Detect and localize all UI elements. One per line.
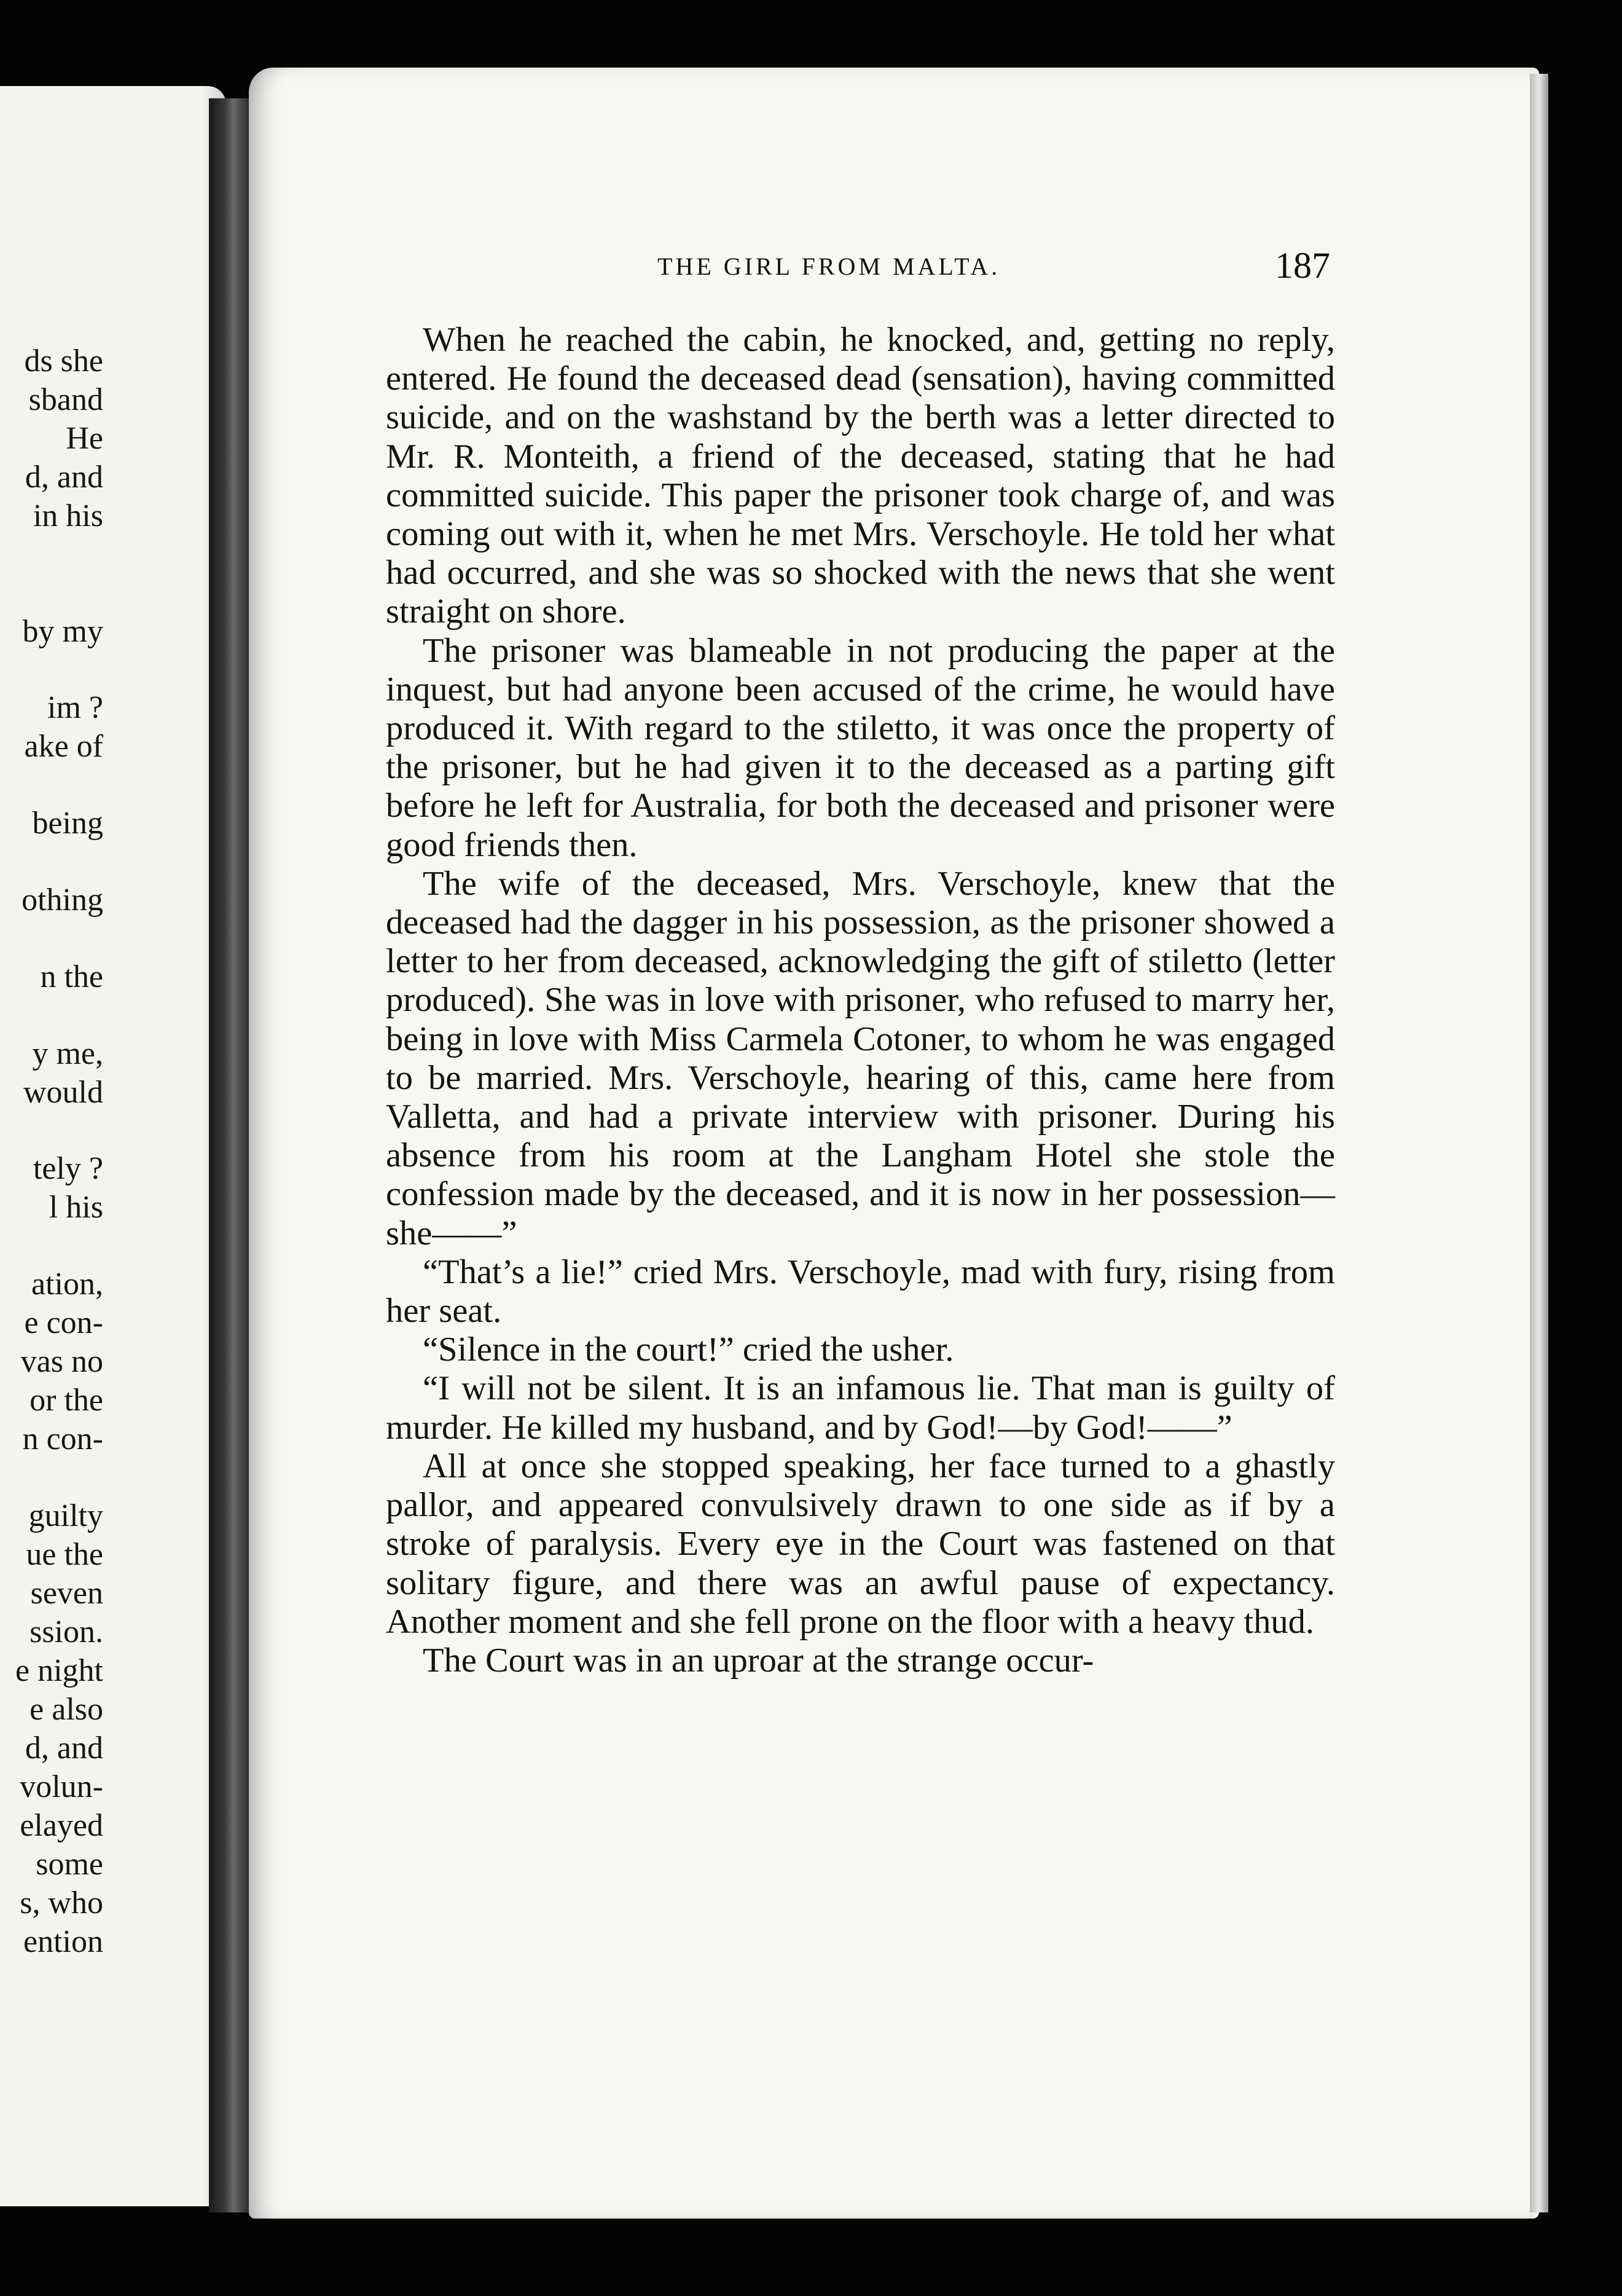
left-page-line-fragment: guilty [28,1498,103,1533]
page-number: 187 [1275,245,1330,286]
left-page-line-fragment: e night [15,1653,103,1688]
page-edge [1530,74,1548,2212]
left-page-line-fragment: being [32,806,103,841]
left-page-line-fragment: ention [23,1924,103,1959]
paragraph-7: All at once she stopped speaking, her face turned to a ghastly pallor, and appeared convulsively drawn to one side as if by a stroke of paralysis. Every eye in the Court was fastened on that solitary figure, and there was an awful pause of expectancy. Another moment and she fell prone on the floor with a heavy thud. [386,1447,1335,1641]
left-page-line-fragment: by my [22,614,103,649]
left-page-line-fragment: im ? [47,690,103,725]
left-page [0,86,226,2206]
left-page-line-fragment: l his [49,1190,103,1225]
paragraph-5: “Silence in the court!” cried the usher. [423,1331,954,1369]
left-page-line-fragment: ds she [24,344,103,379]
left-page-line-fragment: sband [28,382,103,417]
paragraph-6: “I will not be silent. It is an infamous lie. That man is guilty of murder. He killed my husband, and by God!—by God!——” [386,1369,1335,1447]
left-page-line-fragment: ation, [31,1267,103,1302]
left-page-line-fragment: n the [40,959,103,994]
left-page-line-fragment: or the [29,1383,103,1418]
left-page-line-fragment: elayed [20,1808,103,1843]
left-page-line-fragment: ake of [24,729,103,764]
left-page-line-fragment: d, and [25,1731,103,1766]
paragraph-1: When he reached the cabin, he knocked, and, getting no reply, entered. He found the deceased dead (sensation), having committed suicide, and on the washstand by the berth was a letter directed to Mr. R. Monteith, a friend of the deceased, stating that he had committed suicide. This paper the prisoner took charge of, and was coming out with it, when he met Mrs. Verschoyle. He told her what had occurred, and she was so shocked with the news that she went straight on shore. [386,321,1335,631]
left-page-line-fragment: othing [22,883,103,918]
left-page-line-fragment: some [36,1847,103,1882]
left-page-line-fragment: tely ? [33,1151,103,1186]
left-page-line-fragment: volun- [20,1769,103,1804]
paragraph-8: The Court was in an uproar at the strange occur- [423,1641,1094,1680]
left-page-line-fragment: ue the [26,1537,103,1572]
left-page-line-fragment: e con- [24,1305,103,1340]
paragraph-3: The wife of the deceased, Mrs. Verschoyle, knew that the deceased had the dagger in his possession, as the prisoner showed a letter to her from deceased, acknowledging the gift of stiletto (letter produced). She was in love with prisoner, who refused to marry her, being in love with Miss Carmela Cotoner, to whom he was engaged to be married. Mrs. Verschoyle, hearing of this, came here from Valletta, and had a private interview with prisoner. During his absence from his room at the Langham Hotel she stole the confession made by the deceased, and it is now in her possession—she——” [386,864,1335,1252]
left-page-line-fragment: s, who [20,1885,103,1921]
running-head: THE GIRL FROM MALTA. [657,253,1001,280]
left-page-line-fragment: He [66,421,103,456]
left-page-line-fragment: ssion. [29,1614,103,1649]
paragraph-4: “That’s a lie!” cried Mrs. Verschoyle, mad with fury, rising from her seat. [386,1252,1335,1331]
book-spine [209,98,249,2212]
body-text [386,321,1335,1680]
left-page-line-fragment: vas no [20,1344,103,1379]
left-page-line-fragment: would [23,1075,103,1110]
left-page-line-fragment: seven [30,1576,103,1611]
left-page-line-fragment: d, and [25,460,103,495]
left-page-line-fragment: y me, [32,1036,103,1071]
left-page-line-fragment: n con- [22,1421,103,1457]
paragraph-2: The prisoner was blameable in not producing the paper at the inquest, but had anyone been accused of the crime, he would have produced it. With regard to the stiletto, it was once the property of the prisoner, but he had given it to the deceased as a parting gift before he left for Australia, for both the deceased and prisoner were good friends then. [386,631,1335,864]
left-page-line-fragment: in his [33,498,103,533]
left-page-line-fragment: e also [29,1692,103,1727]
